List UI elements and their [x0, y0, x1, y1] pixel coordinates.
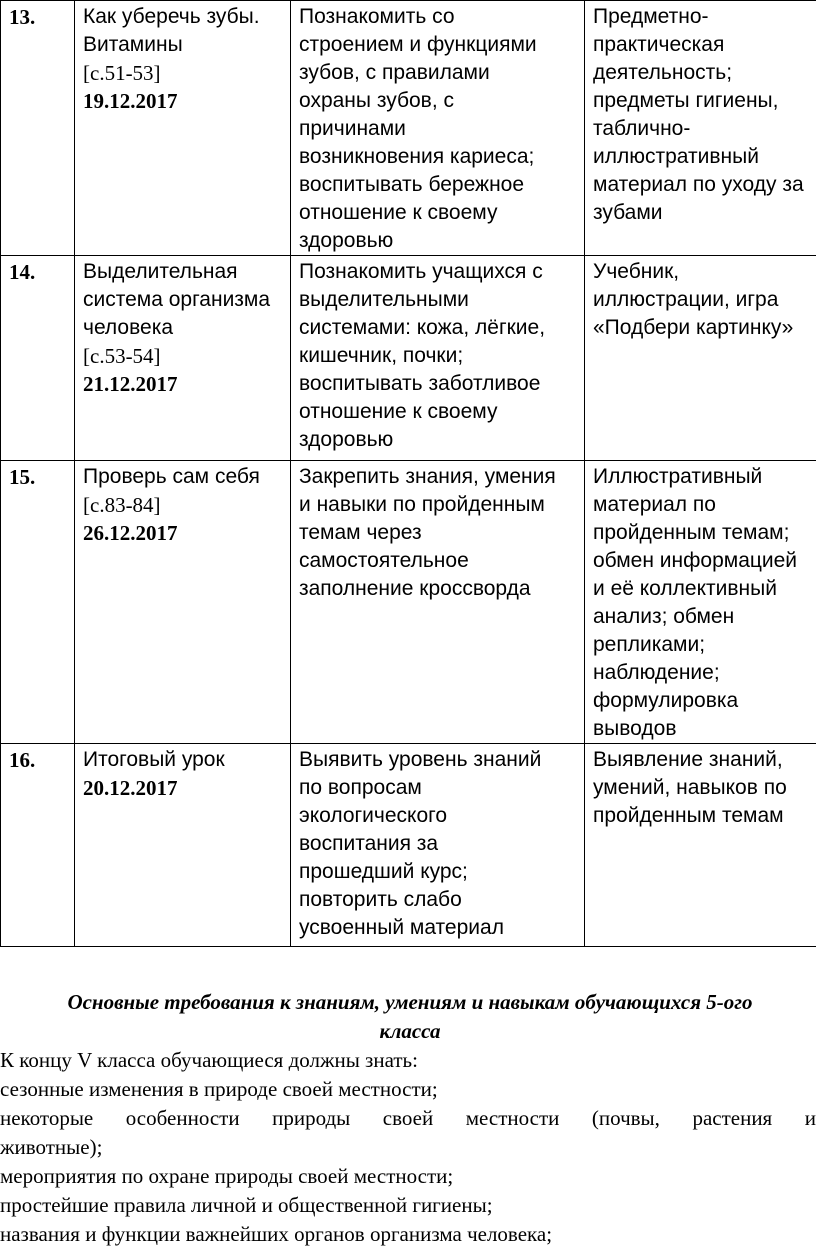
lesson-pages: [с.53-54]	[83, 342, 284, 370]
lesson-topic-line: Как уберечь зубы.	[83, 3, 284, 31]
lesson-goal-line: экологического	[299, 802, 578, 830]
lesson-activity-line: умений, навыков по	[593, 774, 810, 802]
lesson-activity-line: «Подбери картинку»	[593, 314, 810, 342]
lesson-goal-line: строением и функциями	[299, 31, 578, 59]
table-row	[1, 256, 816, 461]
lesson-goal-line: зубов, с правилами	[299, 59, 578, 87]
lesson-number: 13.	[1, 1, 75, 256]
lesson-topic-line: Выделительная	[83, 258, 284, 286]
lesson-goal-line: системами: кожа, лёгкие,	[299, 314, 578, 342]
table-row	[1, 1, 816, 256]
lesson-goal-line: воспитания за	[299, 830, 578, 858]
lesson-activity-line: материал по	[593, 491, 810, 519]
lesson-goal-line: прошедший курс;	[299, 858, 578, 886]
lesson-activity-line: наблюдение;	[593, 659, 810, 687]
lesson-activity-line: таблично-	[593, 115, 810, 143]
lesson-activity-line: деятельность;	[593, 59, 810, 87]
requirement-item: сезонные изменения в природе своей местности;	[0, 1075, 816, 1104]
lesson-goal-cell	[291, 744, 585, 947]
lesson-goal-line: выделительными	[299, 286, 578, 314]
lesson-number: 16.	[1, 744, 75, 947]
lesson-goal-line: и навыки по пройденным	[299, 491, 578, 519]
lesson-activity-line: иллюстрации, игра	[593, 286, 810, 314]
lesson-date: 20.12.2017	[83, 774, 284, 802]
lesson-goal-cell	[291, 1, 585, 256]
lesson-activity-line: Иллюстративный	[593, 463, 810, 491]
requirements-title	[0, 988, 816, 1046]
lesson-goal-line: причинами	[299, 115, 578, 143]
requirements-intro: К концу V класса обучающиеся должны знать:	[0, 1046, 816, 1075]
lesson-goal-line: Выявить уровень знаний	[299, 746, 578, 774]
lesson-topic-cell	[75, 1, 291, 256]
lesson-topic-line: Проверь сам себя	[83, 463, 284, 491]
lesson-goal-line: отношение к своему	[299, 199, 578, 227]
lesson-goal-line: охраны зубов, с	[299, 87, 578, 115]
lesson-activity-line: формулировка	[593, 687, 810, 715]
lesson-topic-line: Итоговый урок	[83, 746, 284, 774]
lesson-topic-line: система организма	[83, 286, 284, 314]
lesson-date: 26.12.2017	[83, 519, 284, 547]
lesson-date: 19.12.2017	[83, 87, 284, 115]
lesson-goal-line: темам через	[299, 519, 578, 547]
lesson-activity-line: пройденным темам;	[593, 519, 810, 547]
lesson-activity-line: материал по уходу за	[593, 171, 810, 199]
lesson-goal-line: воспитывать заботливое	[299, 370, 578, 398]
lesson-topic-cell	[75, 256, 291, 461]
requirement-item: некоторые особенности природы своей местности (почвы, растения и	[0, 1104, 816, 1133]
lesson-topic-cell	[75, 461, 291, 744]
lesson-activity-line: пройденным темам	[593, 802, 810, 830]
lesson-goal-line: Закрепить знания, умения	[299, 463, 578, 491]
lesson-activity-line: и её коллективный	[593, 575, 810, 603]
lesson-activity-cell	[585, 1, 816, 256]
lesson-goal-line: усвоенный материал	[299, 914, 578, 942]
requirements-title-line: класса	[4, 1017, 816, 1046]
lesson-goal-line: самостоятельное	[299, 547, 578, 575]
lesson-activity-line: репликами;	[593, 631, 810, 659]
lesson-goal-line: здоровью	[299, 227, 578, 255]
lesson-activity-line: иллюстративный	[593, 143, 810, 171]
lesson-goal-line: Познакомить учащихся с	[299, 258, 578, 286]
lesson-goal-line: заполнение кроссворда	[299, 575, 578, 603]
lesson-goal-line: кишечник, почки;	[299, 342, 578, 370]
requirements-title-line: Основные требования к знаниям, умениям и навыкам обучающихся 5-ого	[4, 988, 816, 1017]
lesson-number: 15.	[1, 461, 75, 744]
lesson-goal-line: Познакомить со	[299, 3, 578, 31]
lesson-topic-line: человека	[83, 314, 284, 342]
lesson-activity-line: анализ; обмен	[593, 603, 810, 631]
lesson-activity-cell	[585, 461, 816, 744]
lesson-topic-line: Витамины	[83, 31, 284, 59]
lesson-number: 14.	[1, 256, 75, 461]
requirement-item: мероприятия по охране природы своей местности;	[0, 1162, 816, 1191]
lesson-date: 21.12.2017	[83, 370, 284, 398]
lesson-activity-line: Учебник,	[593, 258, 810, 286]
lesson-goal-line: возникновения кариеса;	[299, 143, 578, 171]
requirement-item: простейшие правила личной и общественной гигиены;	[0, 1191, 816, 1220]
lesson-activity-cell	[585, 744, 816, 947]
lesson-activity-line: Выявление знаний,	[593, 746, 810, 774]
table-row	[1, 744, 816, 947]
lesson-pages: [с.51-53]	[83, 59, 284, 87]
lesson-goal-line: отношение к своему	[299, 398, 578, 426]
lesson-activity-line: зубами	[593, 199, 810, 227]
lesson-activity-line: выводов	[593, 715, 810, 743]
lesson-pages: [с.83-84]	[83, 491, 284, 519]
table-row	[1, 461, 816, 744]
lesson-goal-line: здоровью	[299, 426, 578, 454]
lesson-goal-line: повторить слабо	[299, 886, 578, 914]
lesson-topic-cell	[75, 744, 291, 947]
lesson-goal-line: по вопросам	[299, 774, 578, 802]
lesson-goal-cell	[291, 461, 585, 744]
requirement-item: животные);	[0, 1133, 816, 1162]
requirement-item: названия и функции важнейших органов организма человека;	[0, 1220, 816, 1249]
lesson-activity-line: практическая	[593, 31, 810, 59]
lesson-activity-line: предметы гигиены,	[593, 87, 810, 115]
lesson-activity-cell	[585, 256, 816, 461]
lesson-activity-line: обмен информацией	[593, 547, 810, 575]
lesson-activity-line: Предметно-	[593, 3, 810, 31]
requirements-section	[0, 988, 816, 1249]
lesson-goal-line: воспитывать бережное	[299, 171, 578, 199]
lesson-goal-cell	[291, 256, 585, 461]
